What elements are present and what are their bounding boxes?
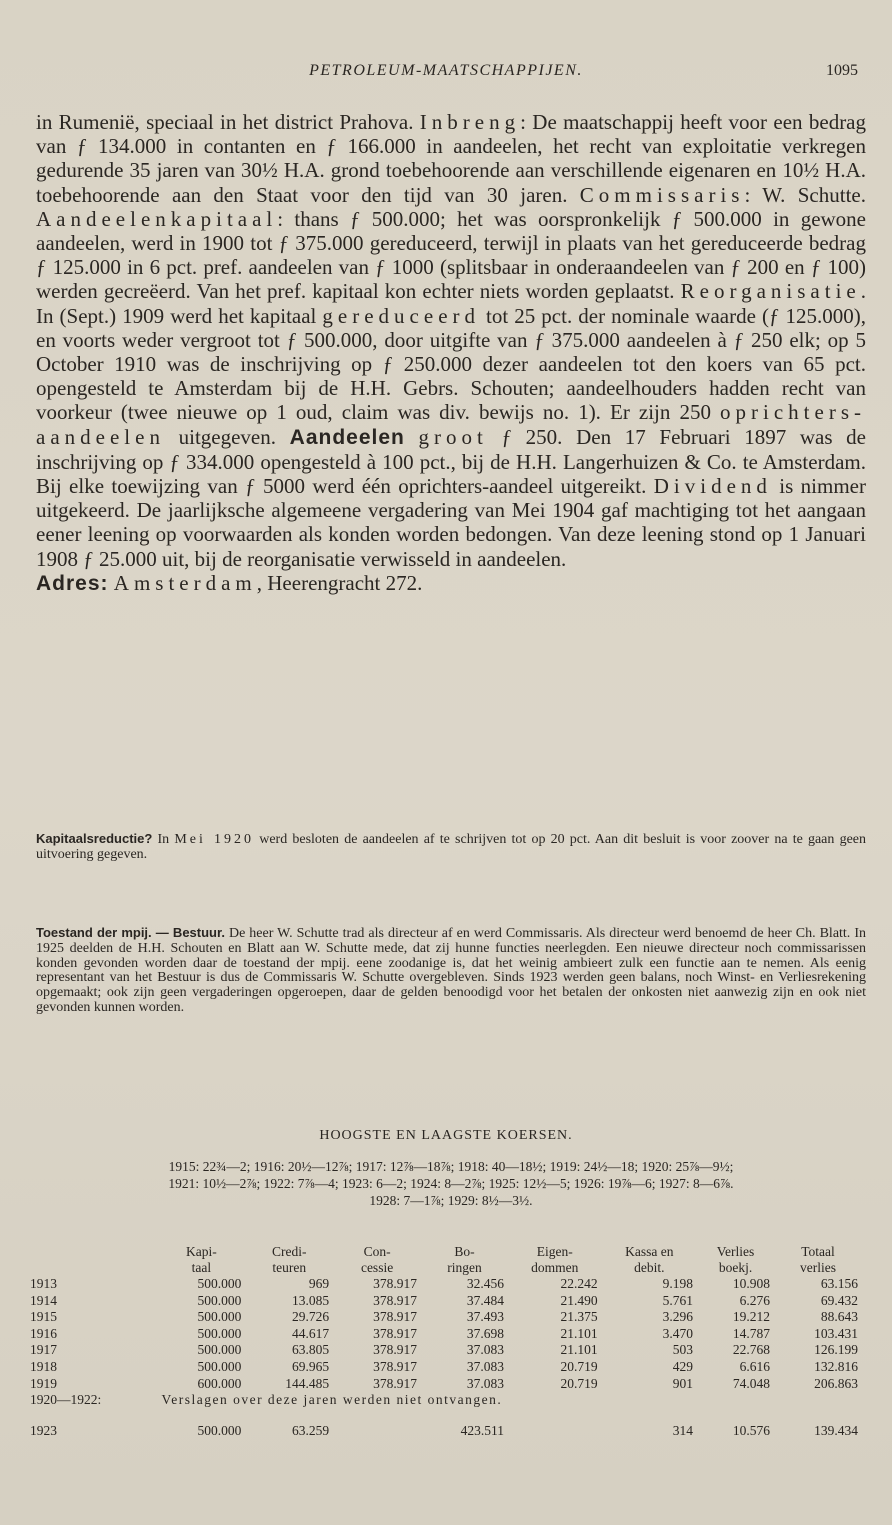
spacer-row [30,1409,862,1423]
text-run: is nimmer uitgekeerd. De jaarlijksche algemeene vergadering van Mei 1904 gaf machtiging tot het aangaan eener leening op voorwaarden als konden worden bedongen. Van deze leening stond op 1 Januari 1908 ƒ 25.000 uit, bij de reorganisatie verwisseld in aandeelen. [36,474,866,571]
table-cell: 500.000 [197,1276,242,1291]
table-cell: 21.101 [560,1342,598,1358]
table-cell: 378.917 [373,1309,417,1325]
table-cell [333,1423,421,1440]
table-cell: 69.965 [292,1358,330,1374]
table-cell: 14.787 [732,1325,771,1341]
column-header: Bo- [454,1244,475,1259]
column-header: debit. [634,1260,665,1275]
column-header: Credi- [271,1244,307,1259]
column-header: Eigen- [536,1244,573,1259]
table-cell: 20.719 [560,1358,598,1374]
table-cell: 139.434 [814,1422,858,1438]
table-cell: 423.511 [460,1422,504,1438]
table-cell: 378.917 [373,1276,417,1291]
table-cell: 600.000 [197,1375,242,1391]
note-date: Mei 1920 [174,832,255,847]
running-header [0,62,892,86]
year-cell: 1914 [30,1292,57,1308]
term-aandeelenkapitaal: Aandeelenkapitaal [36,206,278,231]
spacer-cell [30,1409,862,1423]
table-cell: 500.000 [197,1342,242,1358]
note-years: 1920—1922: [30,1392,102,1408]
main-paragraph [36,110,866,596]
column-header: Verlies [716,1244,755,1259]
term-oprichters-aandeelen: oprichters-aandeelen [36,400,866,449]
table-cell: 378.917 [373,1292,417,1308]
column-header: boekj. [718,1260,753,1275]
note-toestand [36,926,866,1016]
year-cell: 1915 [30,1309,57,1325]
address-street: , Heerengracht 272. [256,570,423,595]
address-label: Adres: [36,571,109,595]
table-cell: 21.101 [560,1325,598,1341]
column-header: Kassa en [625,1244,674,1259]
column-header: Con- [363,1244,391,1259]
body-paragraph [36,110,866,571]
table-cell: 69.432 [820,1292,858,1308]
text-run: : W. Schutte. [744,182,866,207]
term-groot: groot [418,424,488,449]
text-run: : thans ƒ 500.000; het was oorspronkelijk ƒ 500.000 in gewone aandeelen, werd in 1900 tot ƒ 375.000 gereduceerd, terwijl in plaats van het gereduceerde bedrag ƒ 125.000 in 6 pct. pref. aandeelen van ƒ 1000 (splitsbaar in onderaandeelen van ƒ 200 en ƒ 100) werden gecreëerd. Van het pref. kapitaal kon echter niets worden geplaatst. [36,206,866,304]
table-cell: 5.761 [662,1292,693,1308]
table-cell: 29.726 [292,1309,330,1325]
table-cell: 378.917 [373,1375,417,1391]
table-cell: 206.863 [814,1375,858,1391]
table-cell: 103.431 [814,1325,858,1341]
column-header: teuren [272,1260,307,1275]
table-cell: 126.199 [814,1342,858,1358]
text-run: : De maatschappij heeft voor een bedrag van ƒ 134.000 in contanten en ƒ 166.000 in aandeelen, het recht van exploitatie verkregen gedurende 35 jaren van 30½ H.A. grond toebehoorende aan verschillende eigenaren en 10½ H.A. toebehoorende aan den Staat voor den tijd van 30 jaren. [36,110,867,207]
column-header: dommen [531,1260,579,1275]
table-row [30,1326,862,1343]
year-cell: 1923 [30,1422,57,1438]
table-cell: 144.485 [285,1375,330,1391]
page-number: 1095 [826,62,858,79]
financial-table [30,1244,862,1439]
text-run: De heer W. Schutte trad als directeur af en werd Commissaris. Als directeur werd benoemd de heer Ch. Blatt. In 1925 deelden de H.H. Schouten en Blatt aan W. Schutte mede, dat zij hunne functies neerlegden. Een nieuwe directeur noch commissarissen konden gevonden worden daar de toestand der mpij. eene zoodanige is, dat het weinig ambieert zulk een functie aan te nemen. Als eenig representant van het Bestuur is dus de Commissaris W. Schutte overgebleven. Sinds 1923 werden geen balans, noch Winst- en Verliesrekening opgemaakt; ook zijn geen vergaderingen opgeroepen, daar de gelden benoodigd voor het betalen der onkosten niet aanwezig zijn en ook niet gevonden kunnen worden. [36,926,866,1015]
table-note-row [30,1392,862,1409]
quotes-line: 1915: 22¾—2; 1916: 20½—12⅞; 1917: 12⅞—18⅞; 1918: 40—18½; 1919: 24½—18; 1920: 25⅞—9½; [168,1159,734,1174]
table-cell: 21.375 [560,1309,598,1325]
table-cell: 32.456 [466,1276,504,1291]
table-body [30,1276,862,1439]
table-cell: 13.085 [292,1292,330,1308]
table-cell: 378.917 [373,1325,417,1341]
table-cell: 9.198 [662,1276,693,1291]
quotes-title: HOOGSTE EN LAAGSTE KOERSEN. [319,1128,573,1143]
table-cell: 63.156 [820,1276,858,1291]
term-dividend: Dividend [653,474,772,499]
table-cell: 37.083 [466,1342,504,1358]
table-cell: 3.470 [662,1325,693,1341]
column-header: Kapi- [186,1244,217,1259]
text-run: werd besloten de aandeelen af te schrijven tot op 20 pct. Aan dit besluit is voor zoover na te gaan geen uitvoering gegeven. [36,832,866,862]
table-row [30,1376,862,1393]
note-lead: Kapitaalsreductie? [36,831,153,846]
table-header-row [30,1244,862,1260]
column-header: Totaal [801,1244,835,1259]
running-title: PETROLEUM-MAATSCHAPPIJEN. [309,62,583,79]
term-gereduceerd: gereduceerd [322,303,481,328]
table-cell: 20.719 [560,1375,598,1391]
note-text: Verslagen over deze jaren werden niet ontvangen. [161,1392,503,1408]
table-cell: 37.083 [466,1358,504,1374]
table-row [30,1423,862,1440]
table-row [30,1359,862,1376]
table-cell: 10.908 [732,1276,771,1291]
table-row [30,1342,862,1359]
text-run: . In (Sept.) 1909 werd het kapitaal [36,279,866,328]
column-header [30,1260,157,1276]
year-cell: 1919 [30,1375,57,1391]
table-cell: 63.805 [292,1342,330,1358]
table-cell: 19.212 [732,1309,771,1325]
table-cell: 37.698 [466,1325,504,1341]
text-run [405,425,419,449]
table-cell: 37.484 [466,1292,504,1308]
table-header-row [30,1260,862,1276]
text-run: In [152,832,175,847]
table-cell: 44.617 [292,1325,330,1341]
table-cell: 63.259 [292,1422,330,1438]
year-cell: 1916 [30,1325,57,1341]
table-cell: 500.000 [197,1325,242,1341]
year-cell: 1918 [30,1358,57,1374]
table-cell: 500.000 [197,1422,242,1438]
table-cell: 901 [672,1375,693,1391]
year-cell: 1913 [30,1276,57,1291]
term-aandeelen: Aandeelen [289,425,405,449]
column-header: ringen [447,1260,482,1275]
table-cell: 88.643 [820,1309,858,1325]
table-cell: 3.296 [662,1309,693,1325]
table-cell: 74.048 [732,1375,771,1391]
term-inbreng: Inbreng [419,110,521,134]
table-row [30,1276,862,1293]
note-kapitaalsreductie [36,832,866,863]
column-header: taal [191,1260,212,1275]
table-cell: 6.616 [739,1358,771,1374]
table-row [30,1293,862,1310]
table-cell: 500.000 [197,1358,242,1374]
table-cell: 314 [672,1422,693,1438]
term-commissaris: Commissaris [579,182,745,207]
table-cell: 429 [672,1358,693,1374]
year-cell: 1917 [30,1342,57,1358]
table-cell: 132.816 [814,1358,858,1374]
note-lead: Toestand der mpij. — Bestuur. [36,925,225,940]
text-run: tot 25 pct. der nominale waarde (ƒ 125.000), en voorts weder vergroot tot ƒ 500.000, door uitgifte van ƒ 375.000 aandeelen à ƒ 250 elk; op 5 October 1910 was de inschrijving op ƒ 250.000 dezer aandeelen tot den koers van 65 pct. opengesteld te Amsterdam bij de H.H. Gebrs. Schouten; aandeelhouders hadden recht van voorkeur (twee nieuwe op 1 oud, claim was div. bewijs no. 1). Er zijn 250 [36,303,866,425]
table-cell: 10.576 [732,1422,771,1438]
quotes-block [36,1158,866,1209]
table-cell: 21.490 [560,1292,598,1308]
column-header: verlies [800,1260,837,1275]
address-city: Amsterdam [113,570,257,595]
text-run: in Rumenië, speciaal in het district Prahova. [36,110,420,134]
table-cell: 378.917 [373,1342,417,1358]
table-cell: 22.768 [732,1342,771,1358]
quotes-line: 1928: 7—1⅞; 1929: 8½—3½. [369,1193,533,1208]
table-cell: 378.917 [373,1358,417,1374]
table-row [30,1309,862,1326]
column-header [30,1244,157,1260]
column-header: cessie [360,1260,394,1275]
text-run: ƒ 250. Den 17 Februari 1897 was de inschrijving op ƒ 334.000 opengesteld à 100 pct., bij de H.H. Langerhuizen & Co. te Amsterdam. Bij elke toewijzing van ƒ 5000 werd één oprichters-aandeel uitgereikt. [36,424,867,499]
table-cell [508,1423,602,1440]
table-cell: 969 [308,1276,330,1291]
quotes-line: 1921: 10½—2⅞; 1922: 7⅞—4; 1923: 6—2; 1924: 8—2⅞; 1925: 12½—5; 1926: 19⅞—6; 1927: 8—6⅞. [168,1176,734,1191]
table-cell: 37.083 [466,1375,504,1391]
term-reorganisatie: Reorganisatie [680,279,861,304]
text-run: uitgegeven. [164,424,290,449]
table-cell: 37.493 [466,1309,504,1325]
table-cell: 500.000 [197,1292,242,1308]
table-cell: 22.242 [560,1276,598,1291]
table-cell: 500.000 [197,1309,242,1325]
table-cell: 6.276 [739,1292,771,1308]
table-cell: 503 [672,1342,693,1358]
address-line [36,571,866,596]
